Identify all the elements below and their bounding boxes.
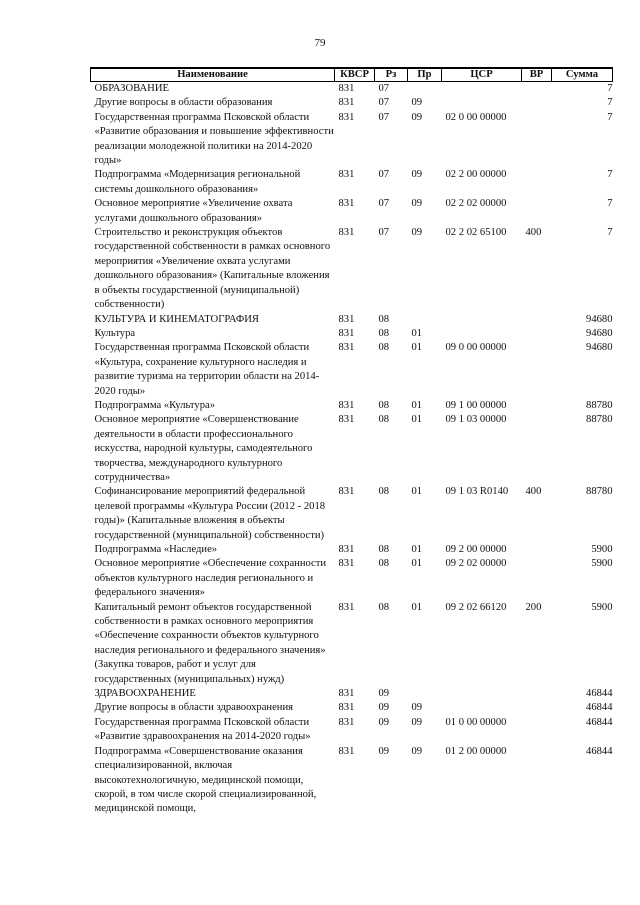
- row-name: Подпрограмма «Модернизация региональной системы дошкольного образования»: [94, 169, 301, 195]
- table-row: [91, 82, 613, 97]
- table-row: [91, 687, 613, 701]
- row-vr: [522, 399, 552, 413]
- row-name: ОБРАЗОВАНИЕ: [94, 83, 169, 94]
- row-kvsr: 831: [338, 97, 355, 109]
- row-name: Культура: [94, 327, 136, 339]
- row-kvsr: 831: [338, 399, 355, 411]
- table-row: [91, 557, 613, 600]
- row-vr: 400: [525, 227, 542, 239]
- table-header-row: [91, 68, 613, 82]
- row-vr: [522, 327, 552, 341]
- row-vr: [522, 82, 552, 97]
- row-sum: 94680: [586, 313, 613, 325]
- row-name: Софинансирование мероприятий федеральной целевой программы «Культура России (2012 - 2018 годы)» (Капитальные вложения в объекты государственной (муниципальной) собственности): [94, 486, 326, 541]
- row-kvsr: 831: [338, 601, 355, 613]
- row-kvsr: 831: [338, 227, 355, 239]
- row-name: Строительство и реконструкция объектов государственной собственности в рамках основного мероприятия «Увеличение охвата услугами дошкольного образования» (Капитальные вложения в объекты государственной (муниципальной) собственности): [94, 227, 331, 311]
- table-row: [91, 197, 613, 226]
- row-pr: 09: [411, 702, 423, 714]
- row-pr: [408, 82, 442, 97]
- table-row: [91, 745, 613, 817]
- table-row: [91, 226, 613, 312]
- row-sum: 88780: [586, 486, 613, 498]
- row-sum: 94680: [586, 327, 613, 339]
- row-kvsr: 831: [338, 169, 355, 181]
- table-row: [91, 341, 613, 399]
- row-csr: [442, 96, 522, 110]
- row-name: Капитальный ремонт объектов государственной собственности в рамках основного мероприятия «Обеспечение сохранности объектов культурного наследия регионального и федерального значения» (Закупка товаров, работ и услуг для государственных (муниципальных) нужд): [94, 601, 326, 685]
- row-pr: [408, 313, 442, 327]
- row-vr: [522, 96, 552, 110]
- row-kvsr: 831: [338, 688, 355, 700]
- row-sum: 7: [607, 83, 613, 94]
- row-name: Другие вопросы в области здравоохранения: [94, 702, 293, 714]
- table-body: [91, 82, 613, 817]
- row-rz: 07: [378, 97, 390, 109]
- row-kvsr: 831: [338, 327, 355, 339]
- row-rz: 08: [378, 558, 390, 570]
- row-name: Основное мероприятие «Обеспечение сохранности объектов культурного наследия регионального и федерального значения»: [94, 558, 327, 599]
- row-rz: 07: [378, 169, 390, 181]
- header-sum: Сумма: [552, 68, 613, 82]
- row-name: Другие вопросы в области образования: [94, 97, 273, 109]
- row-sum: 5900: [591, 544, 613, 555]
- table-row: [91, 327, 613, 341]
- row-vr: [522, 313, 552, 327]
- row-sum: 7: [607, 198, 613, 210]
- row-rz: 09: [378, 702, 390, 714]
- table-row: [91, 313, 613, 327]
- row-pr: 01: [411, 486, 423, 498]
- row-csr: [442, 313, 522, 327]
- row-csr: 09 2 02 00000: [445, 558, 507, 570]
- row-rz: 08: [378, 327, 390, 339]
- row-rz: 07: [378, 198, 390, 210]
- row-vr: [522, 687, 552, 701]
- row-rz: 07: [378, 111, 390, 123]
- row-csr: 09 1 03 R0140: [445, 486, 509, 498]
- table-row: [91, 485, 613, 543]
- row-pr: 09: [411, 169, 423, 181]
- row-kvsr: 831: [338, 414, 355, 426]
- row-kvsr: 831: [338, 313, 355, 325]
- row-name: ЗДРАВООХРАНЕНИЕ: [94, 688, 196, 700]
- row-kvsr: 831: [338, 745, 355, 757]
- row-name: Государственная программа Псковской области «Культура, сохранение культурного наследия и развитие туризма на территории области на 2014-2020 годы»: [94, 342, 320, 397]
- row-pr: 01: [411, 342, 423, 354]
- row-name: Основное мероприятие «Совершенствование деятельности в области профессионального искусства, народной культуры, самодеятельного творчества, международного культурного сотрудничества»: [94, 414, 313, 483]
- row-csr: 02 2 02 65100: [445, 227, 507, 239]
- row-kvsr: 831: [338, 111, 355, 123]
- table-row: [91, 543, 613, 557]
- row-pr: 09: [411, 111, 423, 123]
- row-csr: [442, 701, 522, 715]
- row-vr: 400: [525, 486, 542, 498]
- row-rz: 08: [378, 486, 390, 498]
- row-vr: [522, 745, 552, 817]
- row-sum: 88780: [586, 414, 613, 426]
- row-sum: 46844: [586, 702, 613, 714]
- table-row: [91, 701, 613, 715]
- row-sum: 5900: [591, 558, 613, 570]
- row-name: КУЛЬТУРА И КИНЕМАТОГРАФИЯ: [94, 313, 259, 325]
- row-rz: 08: [378, 414, 390, 426]
- row-kvsr: 831: [338, 486, 355, 498]
- header-vr: ВР: [522, 68, 552, 82]
- row-kvsr: 831: [338, 83, 355, 94]
- table-row: [91, 399, 613, 413]
- row-kvsr: 831: [338, 702, 355, 714]
- row-kvsr: 831: [338, 342, 355, 354]
- budget-table: [90, 67, 613, 817]
- row-pr: 01: [411, 558, 423, 570]
- row-csr: 02 0 00 00000: [445, 111, 507, 123]
- row-csr: 02 2 00 00000: [445, 169, 507, 181]
- row-pr: 01: [411, 544, 423, 555]
- row-csr: [442, 327, 522, 341]
- row-kvsr: 831: [338, 558, 355, 570]
- row-csr: [442, 687, 522, 701]
- row-vr: [522, 413, 552, 485]
- row-kvsr: 831: [338, 544, 355, 555]
- table-row: [91, 716, 613, 745]
- table-row: [91, 96, 613, 110]
- row-csr: 09 1 00 00000: [445, 399, 507, 411]
- row-sum: 88780: [586, 399, 613, 411]
- row-pr: 09: [411, 227, 423, 239]
- row-vr: [522, 197, 552, 226]
- row-name: Государственная программа Псковской области «Развитие образования и повышение эффективности реализации молодежной политики на 2014-2020 годы»: [94, 111, 334, 167]
- row-csr: 02 2 02 00000: [445, 198, 507, 210]
- row-rz: 09: [378, 688, 390, 700]
- row-kvsr: 831: [338, 716, 355, 728]
- row-pr: 01: [411, 601, 423, 613]
- row-csr: 09 2 00 00000: [445, 544, 507, 555]
- row-pr: 09: [411, 97, 423, 109]
- row-sum: 7: [607, 227, 613, 239]
- row-pr: 09: [411, 745, 423, 757]
- table-row: [91, 111, 613, 169]
- row-vr: [522, 341, 552, 399]
- row-rz: 08: [378, 342, 390, 354]
- row-csr: [442, 82, 522, 97]
- header-pr: Пр: [408, 68, 442, 82]
- row-rz: 08: [378, 313, 390, 325]
- table-row: [91, 601, 613, 687]
- row-vr: [522, 168, 552, 197]
- header-name: Наименование: [91, 68, 335, 82]
- row-vr: 200: [525, 601, 542, 613]
- row-rz: 08: [378, 601, 390, 613]
- header-rz: Рз: [375, 68, 408, 82]
- row-csr: 01 2 00 00000: [445, 745, 507, 757]
- row-rz: 09: [378, 716, 390, 728]
- table-row: [91, 413, 613, 485]
- table-row: [91, 168, 613, 197]
- row-kvsr: 831: [338, 198, 355, 210]
- row-sum: 46844: [586, 716, 613, 728]
- row-rz: 08: [378, 544, 390, 555]
- row-pr: [408, 687, 442, 701]
- row-csr: 09 0 00 00000: [445, 342, 507, 354]
- row-sum: 46844: [586, 745, 613, 757]
- row-sum: 5900: [591, 601, 613, 613]
- row-name: Основное мероприятие «Увеличение охвата услугами дошкольного образования»: [94, 198, 293, 224]
- row-vr: [522, 543, 552, 557]
- row-rz: 09: [378, 745, 390, 757]
- row-pr: 01: [411, 399, 423, 411]
- row-name: Подпрограмма «Совершенствование оказания специализированной, включая высокотехнологичную, медицинской помощи, скорой, в том числе скорой специализированной, медицинской помощи,: [94, 745, 317, 815]
- row-sum: 94680: [586, 342, 613, 354]
- row-rz: 07: [378, 83, 390, 94]
- row-name: Подпрограмма «Культура»: [94, 399, 216, 411]
- row-pr: 09: [411, 198, 423, 210]
- row-name: Подпрограмма «Наследие»: [94, 544, 218, 555]
- page-number: 79: [314, 37, 326, 49]
- header-kvsr: КВСР: [335, 68, 375, 82]
- row-pr: 09: [411, 716, 423, 728]
- row-rz: 08: [378, 399, 390, 411]
- row-pr: 01: [411, 414, 423, 426]
- row-csr: 09 1 03 00000: [445, 414, 507, 426]
- row-vr: [522, 111, 552, 169]
- row-csr: 01 0 00 00000: [445, 716, 507, 728]
- row-vr: [522, 701, 552, 715]
- row-vr: [522, 557, 552, 600]
- row-sum: 7: [607, 97, 613, 109]
- row-pr: 01: [411, 327, 423, 339]
- row-sum: 7: [607, 169, 613, 181]
- row-sum: 46844: [586, 688, 613, 700]
- row-name: Государственная программа Псковской области «Развитие здравоохранения на 2014-2020 годы»: [94, 716, 311, 743]
- row-vr: [522, 716, 552, 745]
- header-csr: ЦСР: [442, 68, 522, 82]
- row-csr: 09 2 02 66120: [445, 601, 507, 613]
- row-sum: 7: [607, 111, 613, 123]
- row-rz: 07: [378, 227, 390, 239]
